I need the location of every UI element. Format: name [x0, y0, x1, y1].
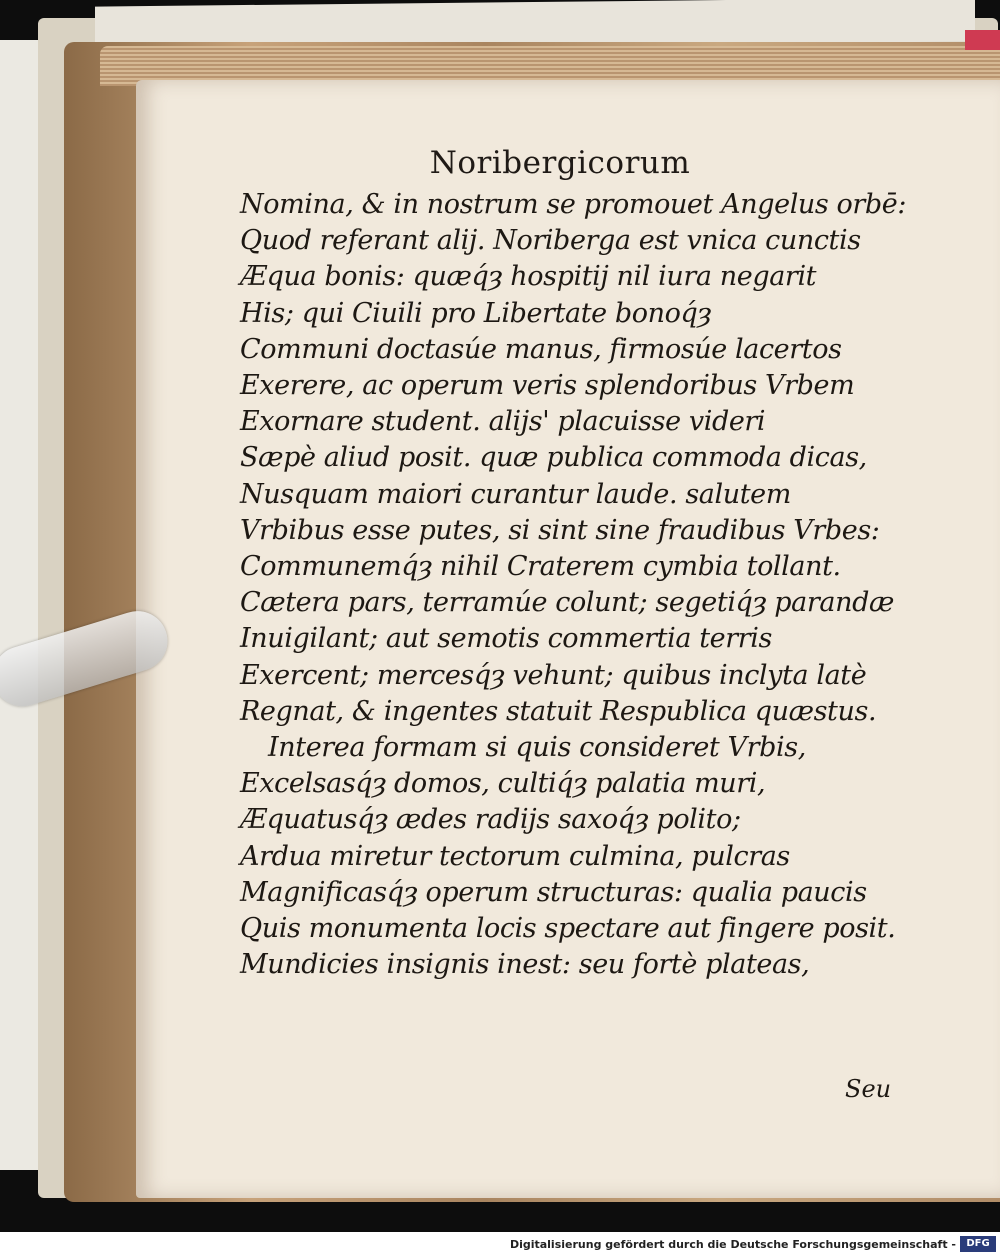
verse-line: Ardua miretur tectorum culmina, pulcras: [240, 840, 790, 872]
verse-line: Interea formam si quis consideret Vrbis,: [268, 732, 806, 764]
verse-line: Cætera pars, terramúe colunt; segetiq́ȝ parandæ: [240, 587, 894, 619]
verse-line: Mundicies insignis inest: seu fortè plateas,: [240, 949, 810, 981]
verse-line: Communemq́ȝ nihil Craterem cymbia tollant.: [240, 551, 841, 583]
verse-line: Quis monumenta locis spectare aut fingere posit.: [240, 913, 896, 945]
footer-bar: [0, 1232, 1000, 1258]
page-heading: Noribergicorum: [429, 145, 691, 181]
verse-line: Excelsasq́ȝ domos, cultiq́ȝ palatia muri,: [240, 768, 766, 800]
verse-line: Æquatusq́ȝ ædes radijs saxoq́ȝ polito;: [240, 804, 741, 836]
verse-line: Nomina, & in nostrum se promouet Angelus orbē:: [240, 189, 907, 220]
verse-line: Æqua bonis: quæq́ȝ hospitij nil iura negarit: [240, 261, 817, 293]
catchword: Seu: [845, 1075, 892, 1103]
verse-line: Exerere, ac operum veris splendoribus Vrbem: [240, 370, 855, 402]
verse-line: Exornare student. alijs' placuisse videri: [240, 406, 766, 438]
verse-line: Sæpè aliud posit. quæ publica commoda dicas,: [240, 442, 867, 474]
verse-line: Exercent; mercesq́ȝ vehunt; quibus inclyta latè: [240, 659, 867, 691]
verse-line: Regnat, & ingentes statuit Respublica quæstus.: [240, 695, 877, 727]
verse-line: His; qui Ciuili pro Libertate bonoq́ȝ: [240, 297, 712, 329]
verse-lines: [240, 187, 940, 983]
dfg-logo: DFG: [960, 1236, 996, 1252]
verse-line: Vrbibus esse putes, si sint sine fraudibus Vrbes:: [240, 514, 880, 546]
verse-line: Nusquam maiori curantur laude. salutem: [240, 478, 791, 510]
verse-line: Communi doctasúe manus, firmosúe lacertos: [240, 333, 842, 365]
footer-credit: Digitalisierung gefördert durch die Deutsche Forschungsgemeinschaft -: [509, 1238, 956, 1251]
bookmark-ribbon: [965, 30, 1000, 50]
verse-line: Quod referant alij. Noriberga est vnica cunctis: [240, 225, 861, 257]
verse-line: Inuigilant; aut semotis commertia terris: [240, 623, 772, 655]
verse-line: Magnificasq́ȝ operum structuras: qualia paucis: [240, 876, 867, 908]
